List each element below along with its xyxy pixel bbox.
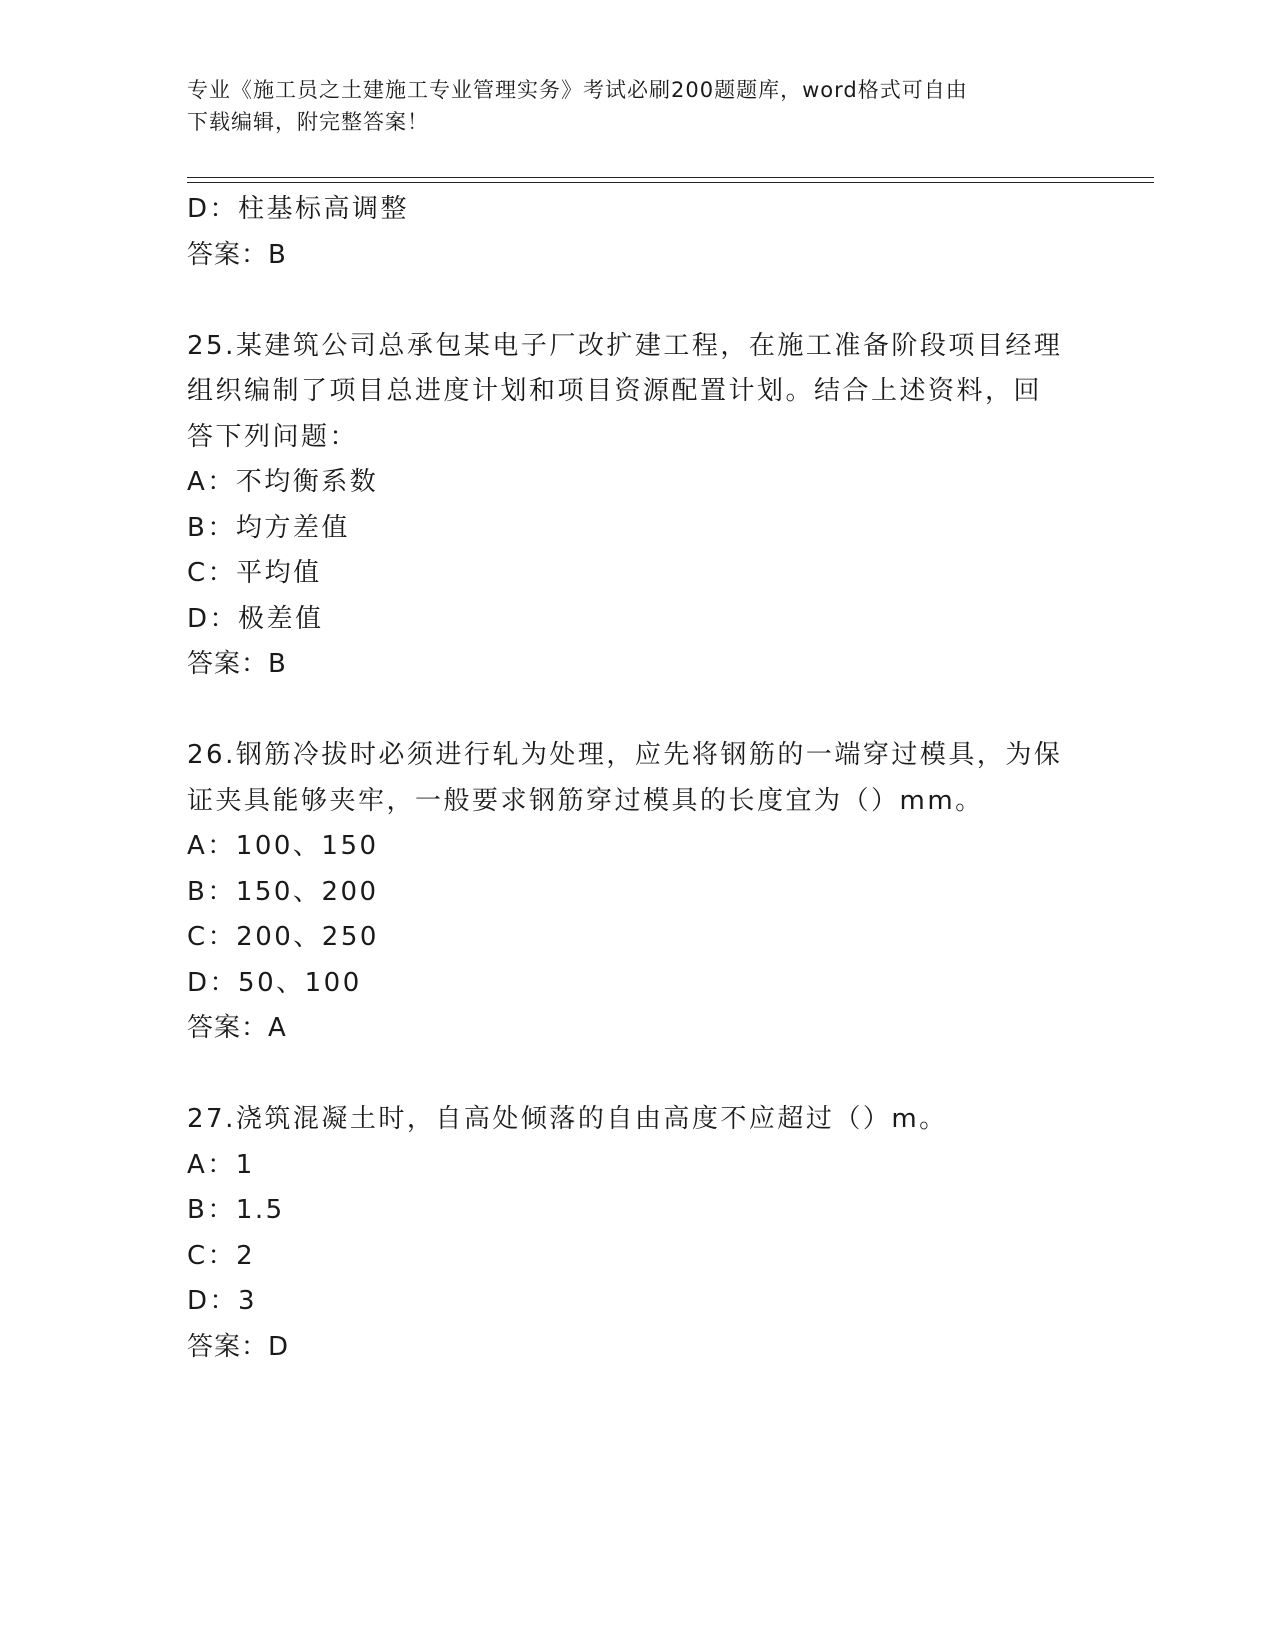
answer-line: 答案：B xyxy=(187,649,287,679)
prev-question-tail xyxy=(187,187,1087,278)
header-rule-top xyxy=(187,177,1154,178)
option-a: A：不均衡系数 xyxy=(187,467,379,497)
option-d: D：极差值 xyxy=(187,603,324,634)
header-line-1: 专业《施工员之土建施工专业管理实务》考试必刷200题题库，word格式可自由 xyxy=(187,78,968,102)
option-a: A：100、150 xyxy=(187,831,379,861)
option-d: D：柱基标高调整 xyxy=(187,194,410,224)
header-line-2: 下载编辑，附完整答案！ xyxy=(187,110,429,134)
question-stem-line: 证夹具能够夹牢，一般要求钢筋穿过模具的长度宜为（）mm。 xyxy=(187,785,984,816)
option-b: B：1.5 xyxy=(187,1195,285,1225)
option-a: A：1 xyxy=(187,1149,255,1180)
page-header xyxy=(187,74,1067,138)
question-content xyxy=(187,187,1087,1370)
question-27 xyxy=(187,1097,1087,1370)
option-b: B：均方差值 xyxy=(187,512,350,543)
question-stem-line: 组织编制了项目总进度计划和项目资源配置计划。结合上述资料，回 xyxy=(187,376,1043,406)
header-rule-bottom xyxy=(187,182,1154,183)
option-c: C：平均值 xyxy=(187,558,322,588)
question-25 xyxy=(187,324,1087,688)
answer-line: 答案：B xyxy=(187,239,287,270)
question-stem-line: 答下列问题： xyxy=(187,421,359,452)
answer-line: 答案：A xyxy=(187,1013,287,1043)
option-b: B：150、200 xyxy=(187,876,379,907)
question-stem-line: 27.浇筑混凝土时，自高处倾落的自由高度不应超过（）m。 xyxy=(187,1104,948,1134)
question-26 xyxy=(187,733,1087,1052)
option-c: C：2 xyxy=(187,1240,256,1271)
option-c: C：200、250 xyxy=(187,922,379,952)
option-d: D：50、100 xyxy=(187,967,362,998)
spacer xyxy=(187,688,1087,734)
spacer xyxy=(187,1052,1087,1098)
answer-line: 答案：D xyxy=(187,1331,290,1362)
option-d: D：3 xyxy=(187,1286,258,1316)
question-stem-line: 26.钢筋冷拔时必须进行轧为处理，应先将钢筋的一端穿过模具，为保 xyxy=(187,740,1063,770)
spacer xyxy=(187,278,1087,324)
question-stem-line: 25.某建筑公司总承包某电子厂改扩建工程，在施工准备阶段项目经理 xyxy=(187,330,1063,361)
